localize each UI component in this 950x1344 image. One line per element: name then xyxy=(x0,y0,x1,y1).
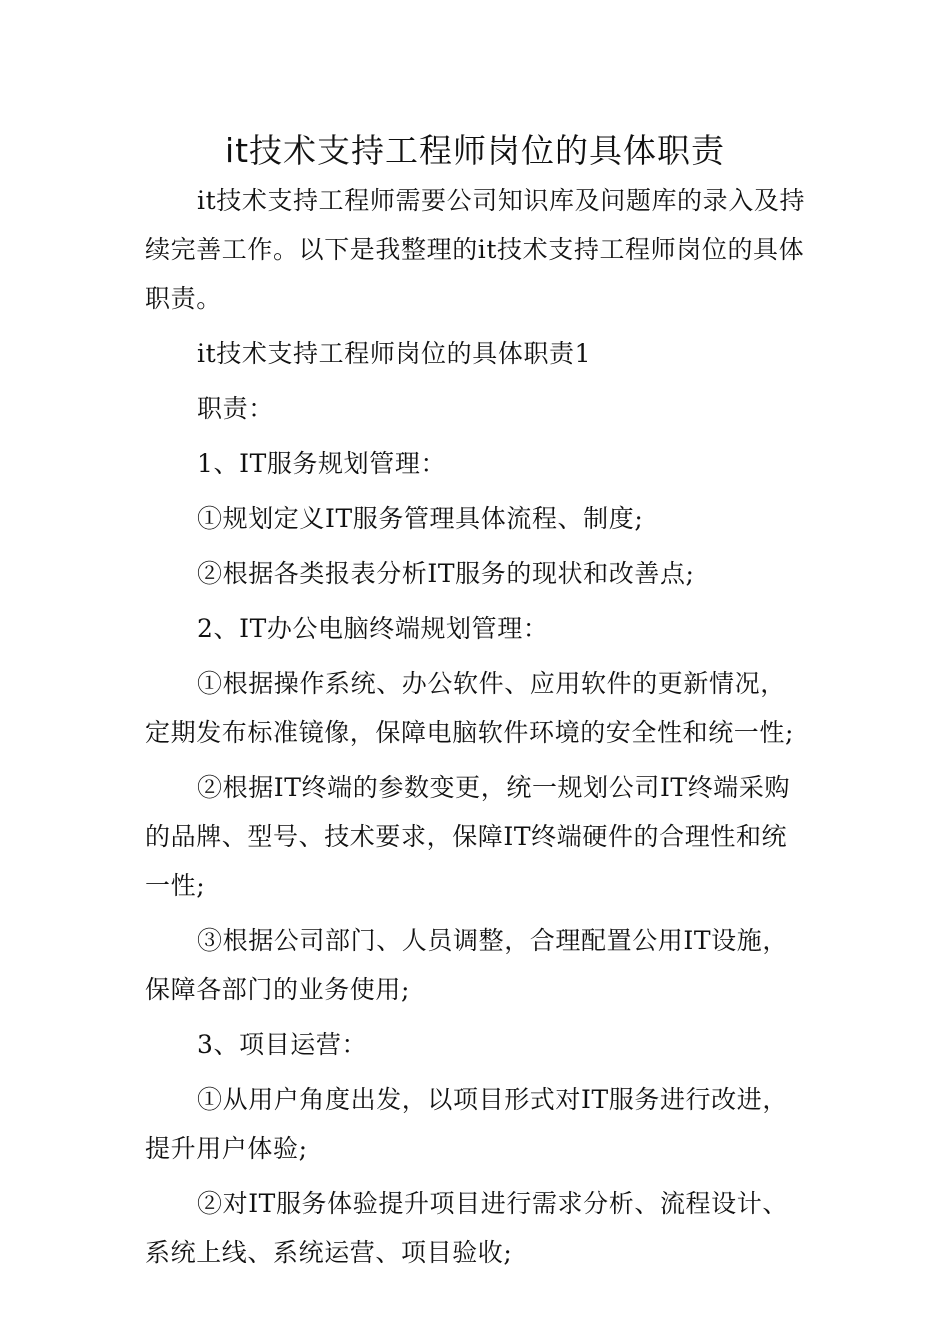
list-item-3-2: ②对IT服务体验提升项目进行需求分析、流程设计、系统上线、系统运营、项目验收; xyxy=(145,1189,788,1267)
list-item-2-2: ②根据IT终端的参数变更，统一规划公司IT终端采购的品牌、型号、技术要求，保障IT终端硬件的合理性和统一性; xyxy=(145,773,791,900)
list-heading-2: 2、IT办公电脑终端规划管理： xyxy=(197,614,549,643)
responsibilities-label: 职责： xyxy=(197,394,274,423)
list-item-2-1: ①根据操作系统、办公软件、应用软件的更新情况，定期发布标准镜像，保障电脑软件环境的安全性和统一性; xyxy=(145,669,795,747)
document-title: it技术支持工程师岗位的具体职责 xyxy=(224,131,726,170)
list-heading-1: 1、IT服务规划管理： xyxy=(197,449,447,478)
section-heading: it技术支持工程师岗位的具体职责1 xyxy=(197,339,592,368)
list-heading-3: 3、项目运营： xyxy=(197,1030,368,1059)
document-body xyxy=(145,176,811,1277)
list-item-1-1: ①规划定义IT服务管理具体流程、制度; xyxy=(197,504,644,533)
list-item-2-3: ③根据公司部门、人员调整，合理配置公用IT设施，保障各部门的业务使用; xyxy=(145,926,788,1004)
list-item-1-2: ②根据各类报表分析IT服务的现状和改善点; xyxy=(197,559,695,588)
intro-paragraph: it技术支持工程师需要公司知识库及问题库的录入及持续完善工作。以下是我整理的it技术支持工程师岗位的具体职责。 xyxy=(145,186,806,313)
list-item-3-1: ①从用户角度出发，以项目形式对IT服务进行改进，提升用户体验; xyxy=(145,1085,788,1163)
